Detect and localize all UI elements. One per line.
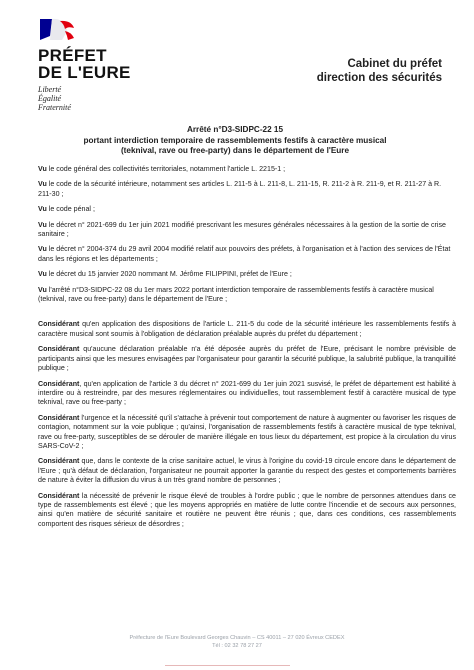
considerant-paragraph <box>38 492 456 530</box>
vu-paragraph-lead: Vu <box>38 245 47 254</box>
considerant-paragraph-text: , qu'en application de l'article 3 du décret n° 2021-699 du 1er juin 2021 susvisé, le préfet de département est habilité à interdire ou à restreindre, par des mesures réglementaires ou individuelles, tout rassemblement festif à caractère musical de type teknival, rave ou free-party ; <box>38 379 456 407</box>
marianne-logo-icon <box>38 16 76 43</box>
considerant-paragraph-text: que, dans le contexte de la crise sanitaire actuel, le virus à l'origine du covid-19 circule encore dans le département de l'Eure ; qu'à défaut de déclaration, l'organisateur ne pourrait apporter la garantie du respect des gestes et comportements barrières de nature à éviter la diffusion du virus à un très grand nombre de personnes ; <box>38 457 456 485</box>
devise: Liberté Égalité Fraternité <box>38 85 71 112</box>
considerant-paragraph-text: qu'en application des dispositions de l'article L. 211-5 du code de la sécurité intérieure les rassemblements festifs à caractère musical sont soumis à l'obligation de déclaration préalable auprès du préfet du département ; <box>38 320 456 338</box>
considerant-paragraph <box>38 345 456 373</box>
vu-paragraph-lead: Vu <box>38 165 47 173</box>
vu-paragraph-text: le décret du 15 janvier 2020 nommant M. Jérôme FILIPPINI, préfet de l'Eure ; <box>46 270 292 279</box>
considerant-paragraph-lead: Considérant <box>38 320 80 329</box>
considerant-paragraph-lead: Considérant <box>38 379 80 388</box>
arrete-title: Arrêté n°D3-SIDPC-22 15 portant interdiction temporaire de rassemblements festifs à caractère musical (teknival, rave ou free-party) dans le département de l'Eure <box>83 125 387 155</box>
considerant-paragraph-text: qu'aucune déclaration préalable n'a été déposée auprès du préfet de l'Eure, précisant le nombre prévisible de participants ainsi que les mesures envisagées par l'organisateur pour garantir la sécurité publique, la salubrité publique, la tranquillité publique ; <box>38 345 456 373</box>
vu-paragraph <box>38 270 456 279</box>
prefet-title: PRÉFET DE L'EURE <box>38 46 131 82</box>
vu-paragraph <box>38 205 456 214</box>
considerant-list <box>38 320 456 529</box>
considerant-paragraph <box>38 414 456 452</box>
vu-paragraph <box>38 286 456 305</box>
vu-paragraph-lead: Vu <box>38 220 47 229</box>
considerant-paragraph-lead: Considérant <box>38 491 80 500</box>
considerant-paragraph-text: l'urgence et la nécessité qu'il s'attache à prévenir tout comportement de nature à augmenter ou favoriser les risques de contagion, notamment sur la voie publique ; qu'ainsi, l'organisation de rassemblements festifs à caractère musical de type teknival, rave ou free-party, susceptibles de se dérouler de manière illégale en tous lieux du département, est propice à la circulation du virus SARS-CoV-2 ; <box>38 413 456 450</box>
considerant-paragraph <box>38 320 456 339</box>
vu-paragraph-text: le code pénal ; <box>46 205 95 214</box>
document-body <box>38 165 456 535</box>
footer-phone: Tél : 02 32 78 27 27 <box>212 643 262 649</box>
vu-paragraph-text: le code général des collectivités territoriales, notamment l'article L. 2215-1 ; <box>46 165 286 173</box>
footer-address: Préfecture de l'Eure Boulevard Georges Chauvin – CS 40011 – 27 020 Évreux CEDEX <box>129 635 345 641</box>
considerant-paragraph <box>38 380 456 408</box>
vu-list <box>38 165 456 304</box>
considerant-paragraph-lead: Considérant <box>38 457 80 466</box>
service-header: Cabinet du préfet direction des sécurités <box>316 58 442 84</box>
vu-paragraph <box>38 180 456 199</box>
vu-paragraph-lead: Vu <box>38 270 47 279</box>
vu-paragraph <box>38 221 456 240</box>
considerant-paragraph-lead: Considérant <box>38 413 80 422</box>
vu-paragraph-text: le décret n° 2004-374 du 29 avril 2004 modifié relatif aux pouvoirs des préfets, à l'organisation et à l'action des services de l'État dans les régions et les départements ; <box>38 245 451 263</box>
vu-paragraph-text: l'arrêté n°D3-SIDPC-22 08 du 1er mars 2022 portant interdiction temporaire de rassemblements festifs à caractère musical (teknival, rave ou free-party) dans le département de l'Eure ; <box>38 285 434 304</box>
vu-paragraph-lead: Vu <box>38 285 47 294</box>
vu-paragraph-lead: Vu <box>38 205 47 214</box>
vu-paragraph-lead: Vu <box>38 180 47 189</box>
vu-paragraph <box>38 245 456 264</box>
prefecture-logo <box>38 16 188 112</box>
considerant-paragraph-text: la nécessité de prévenir le risque élevé de troubles à l'ordre public ; que le nombre de personnes attendues dans ce type de rassemblements est élevé ; que les moyens appropriés en matière de lutte contre l'incendie et de secours aux personnes, ainsi qu'en matière de sécurité sanitaire et routière ne peuvent être réunis ; que, dans ces conditions, ces rassemblements comportent des risques sérieux de désordres ; <box>38 491 456 528</box>
vu-paragraph-text: le décret n° 2021-699 du 1er juin 2021 modifié prescrivant les mesures générales nécessaires à la gestion de la sortie de crise sanitaire ; <box>38 220 446 239</box>
considerant-paragraph <box>38 457 456 485</box>
footer-rule <box>165 665 290 666</box>
vu-paragraph-text: le code de la sécurité intérieure, notamment ses articles L. 211-5 à L. 211-8, L. 211-15, R. 211-2 à R. 211-9, et R. 211-27 à R. 211-30 ; <box>38 180 442 198</box>
considerant-paragraph-lead: Considérant <box>38 345 80 354</box>
vu-paragraph <box>38 165 456 174</box>
footer <box>0 634 474 650</box>
